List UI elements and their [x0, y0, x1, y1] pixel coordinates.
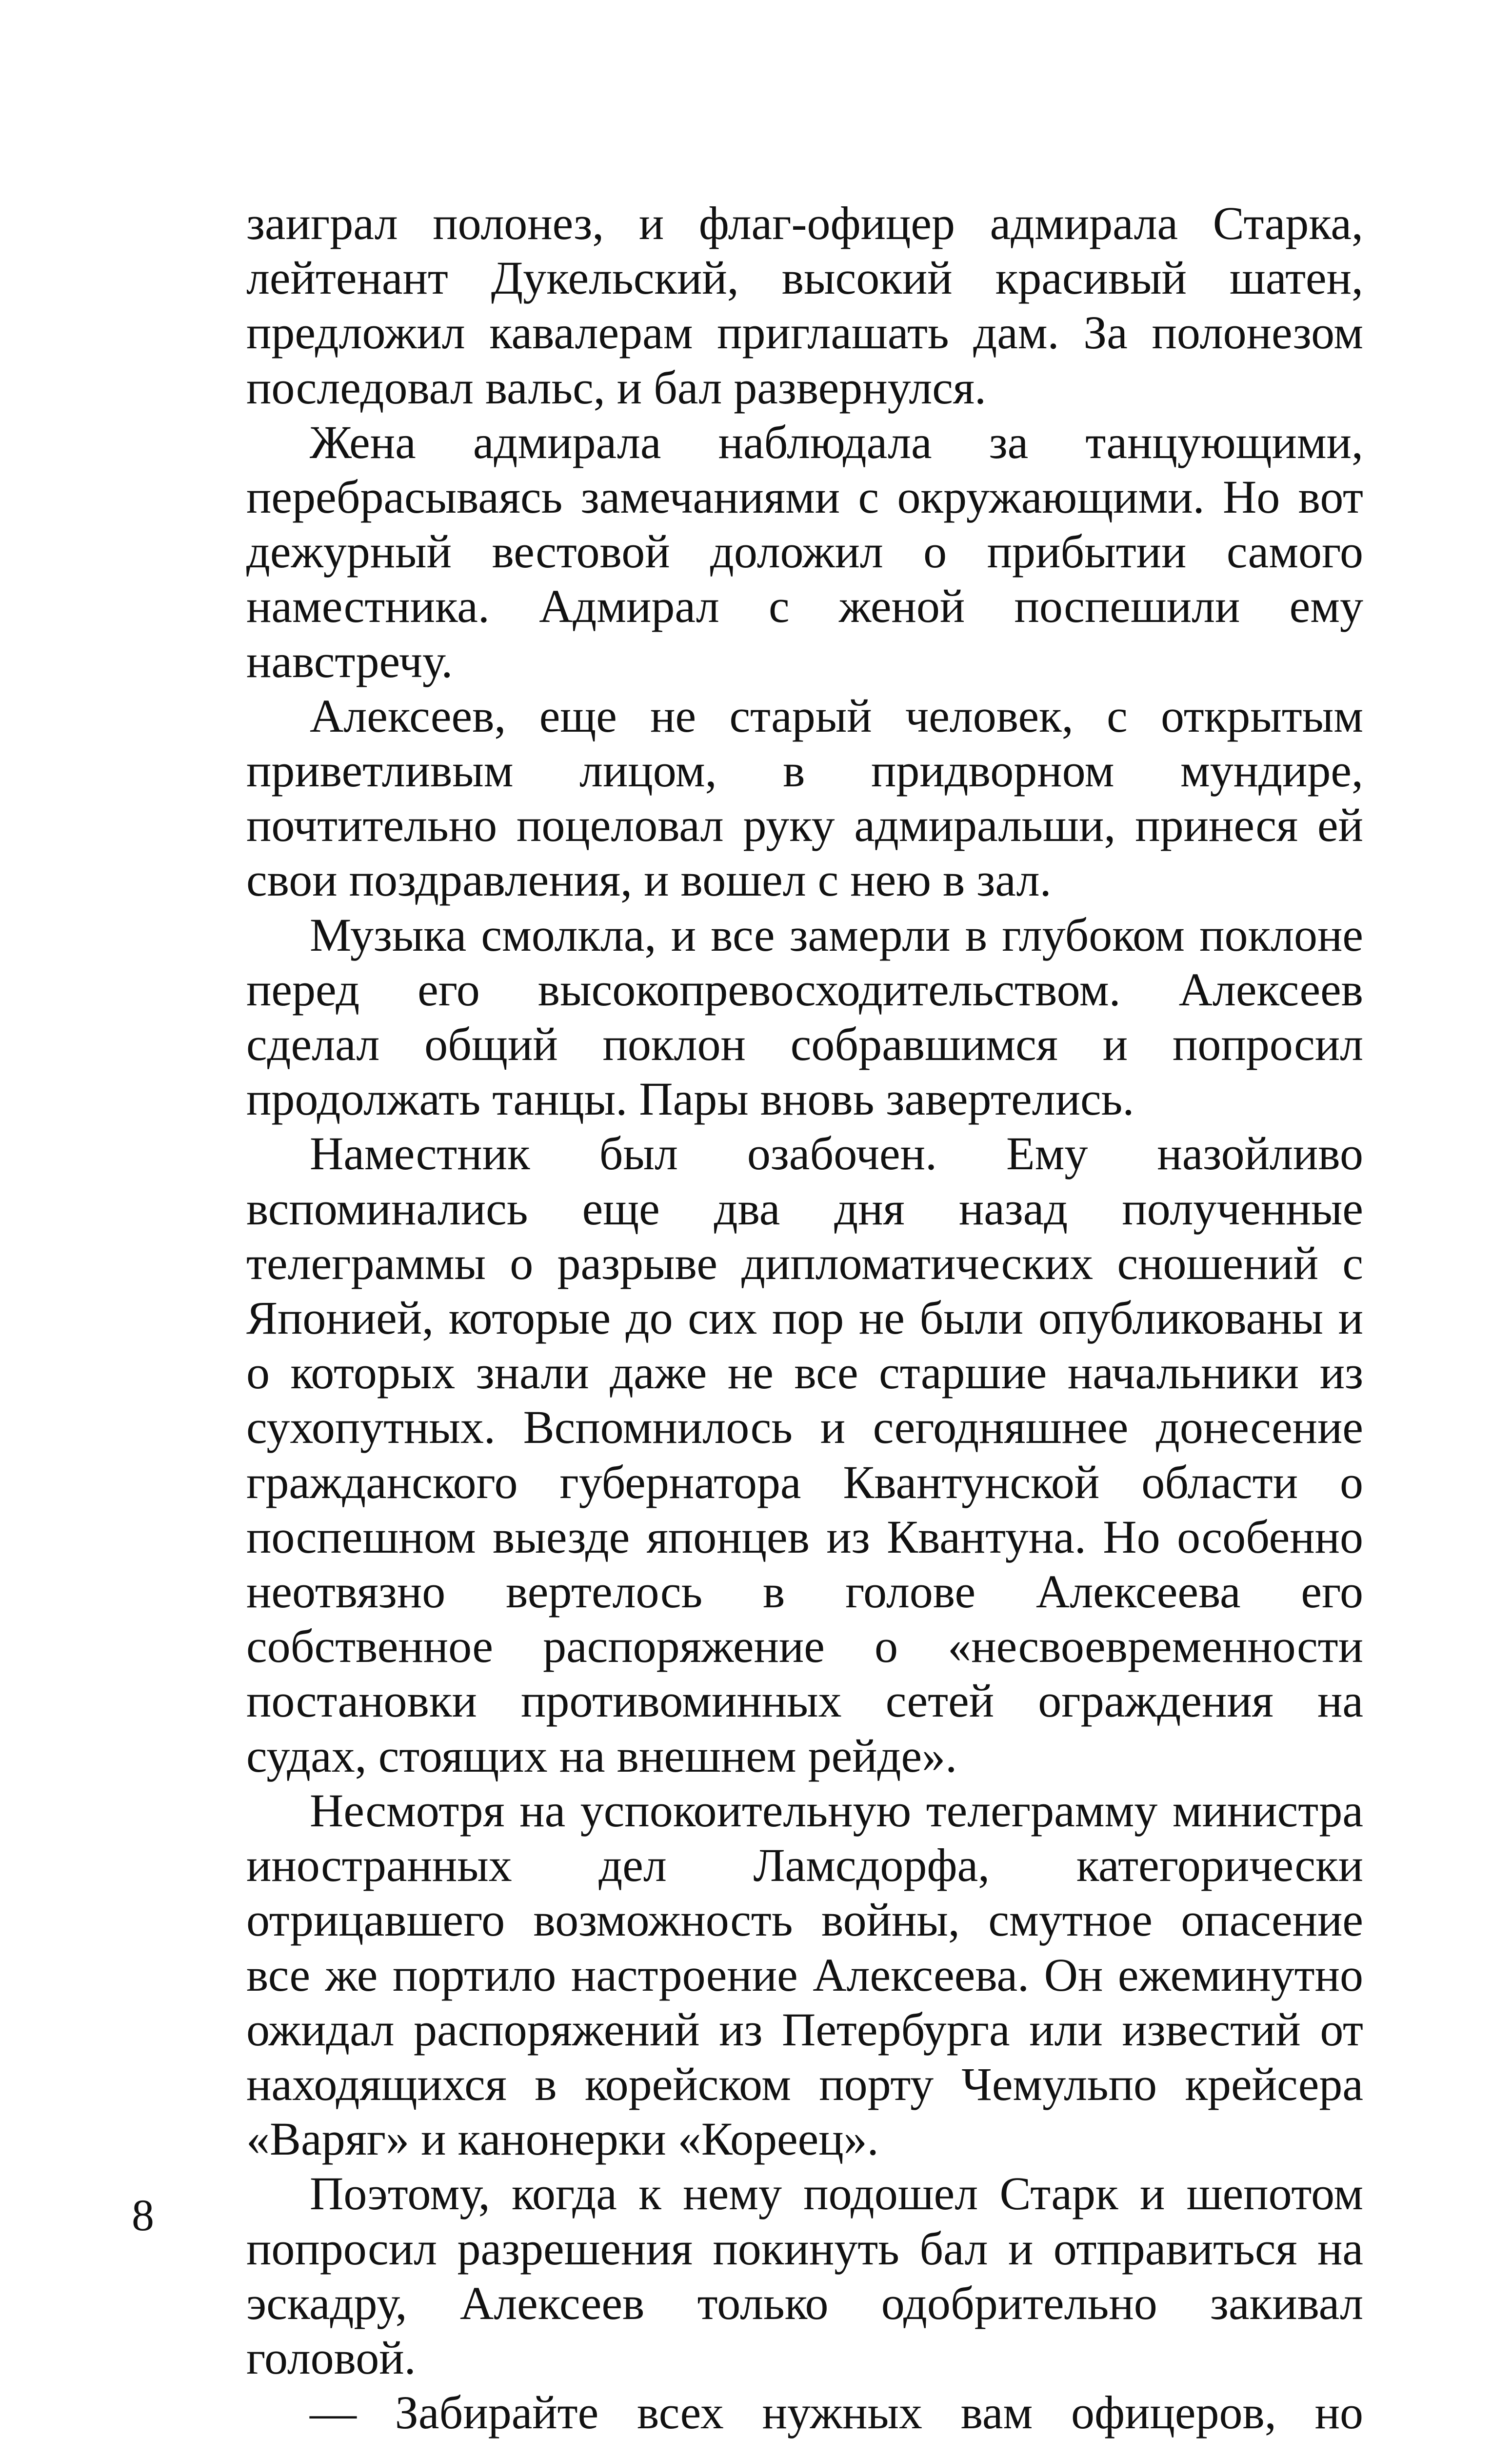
paragraph-7: Поэтому, когда к нему подошел Старк и шепотом попросил разрешения покинуть бал и отправиться на эскадру, Алексеев только одобрительно закивал головой.	[246, 2167, 1363, 2384]
paragraph-6: Несмотря на успокоительную телеграмму министра иностранных дел Ламсдорфа, категорически отрицавшего возможность войны, смутное опасение все же портило настроение Алексеева. Он ежеминутно ожидал распоряжений из Петербурга или известий от находящихся в корейском порту Чемульпо крейсера «Варяг» и канонерки «Кореец».	[246, 1784, 1363, 2165]
paragraph-4: Музыка смолкла, и все замерли в глубоком поклоне перед его высокопревосходительством. Алексеев сделал общий поклон собравшимся и попросил продолжать танцы. Пары вновь завертелись.	[246, 908, 1363, 1125]
paragraph-2: Жена адмирала наблюдала за танцующими, перебрасываясь замечаниями с окружающими. Но вот дежурный вестовой доложил о прибытии самого наместника. Адмирал с женой поспешили ему навстречу.	[246, 416, 1363, 687]
paragraph-8: — Забирайте всех нужных вам офицеров, но	[310, 2386, 1363, 2439]
paragraph-3: Алексеев, еще не старый человек, с открытым приветливым лицом, в придворном мундире, почтительно поцеловал руку адмиральши, принеся ей свои поздравления, и вошел с нею в зал.	[246, 689, 1363, 906]
page-number: 8	[132, 2190, 154, 2240]
body-text	[246, 196, 1363, 2439]
paragraph-5: Наместник был озабочен. Ему назойливо вспоминались еще два дня назад полученные телеграммы о разрыве дипломатических сношений с Японией, которые до сих пор не были опубликованы и о которых знали даже не все старшие начальники из сухопутных. Вспомнилось и сегодняшнее донесение гражданского губернатора Квантунской области о поспешном выезде японцев из Квантуна. Но особенно неотвязно вертелось в голове Алексеева его собственное распоряжение о «несвоевременности постановки противоминных сетей ограждения на судах, стоящих на внешнем рейде».	[246, 1127, 1363, 1782]
paragraph-1: заиграл полонез, и флаг-офицер адмирала Старка, лейтенант Дукельский, высокий красивый шатен, предложил кавалерам приглашать дам. За полонезом последовал вальс, и бал развернулся.	[246, 197, 1363, 414]
